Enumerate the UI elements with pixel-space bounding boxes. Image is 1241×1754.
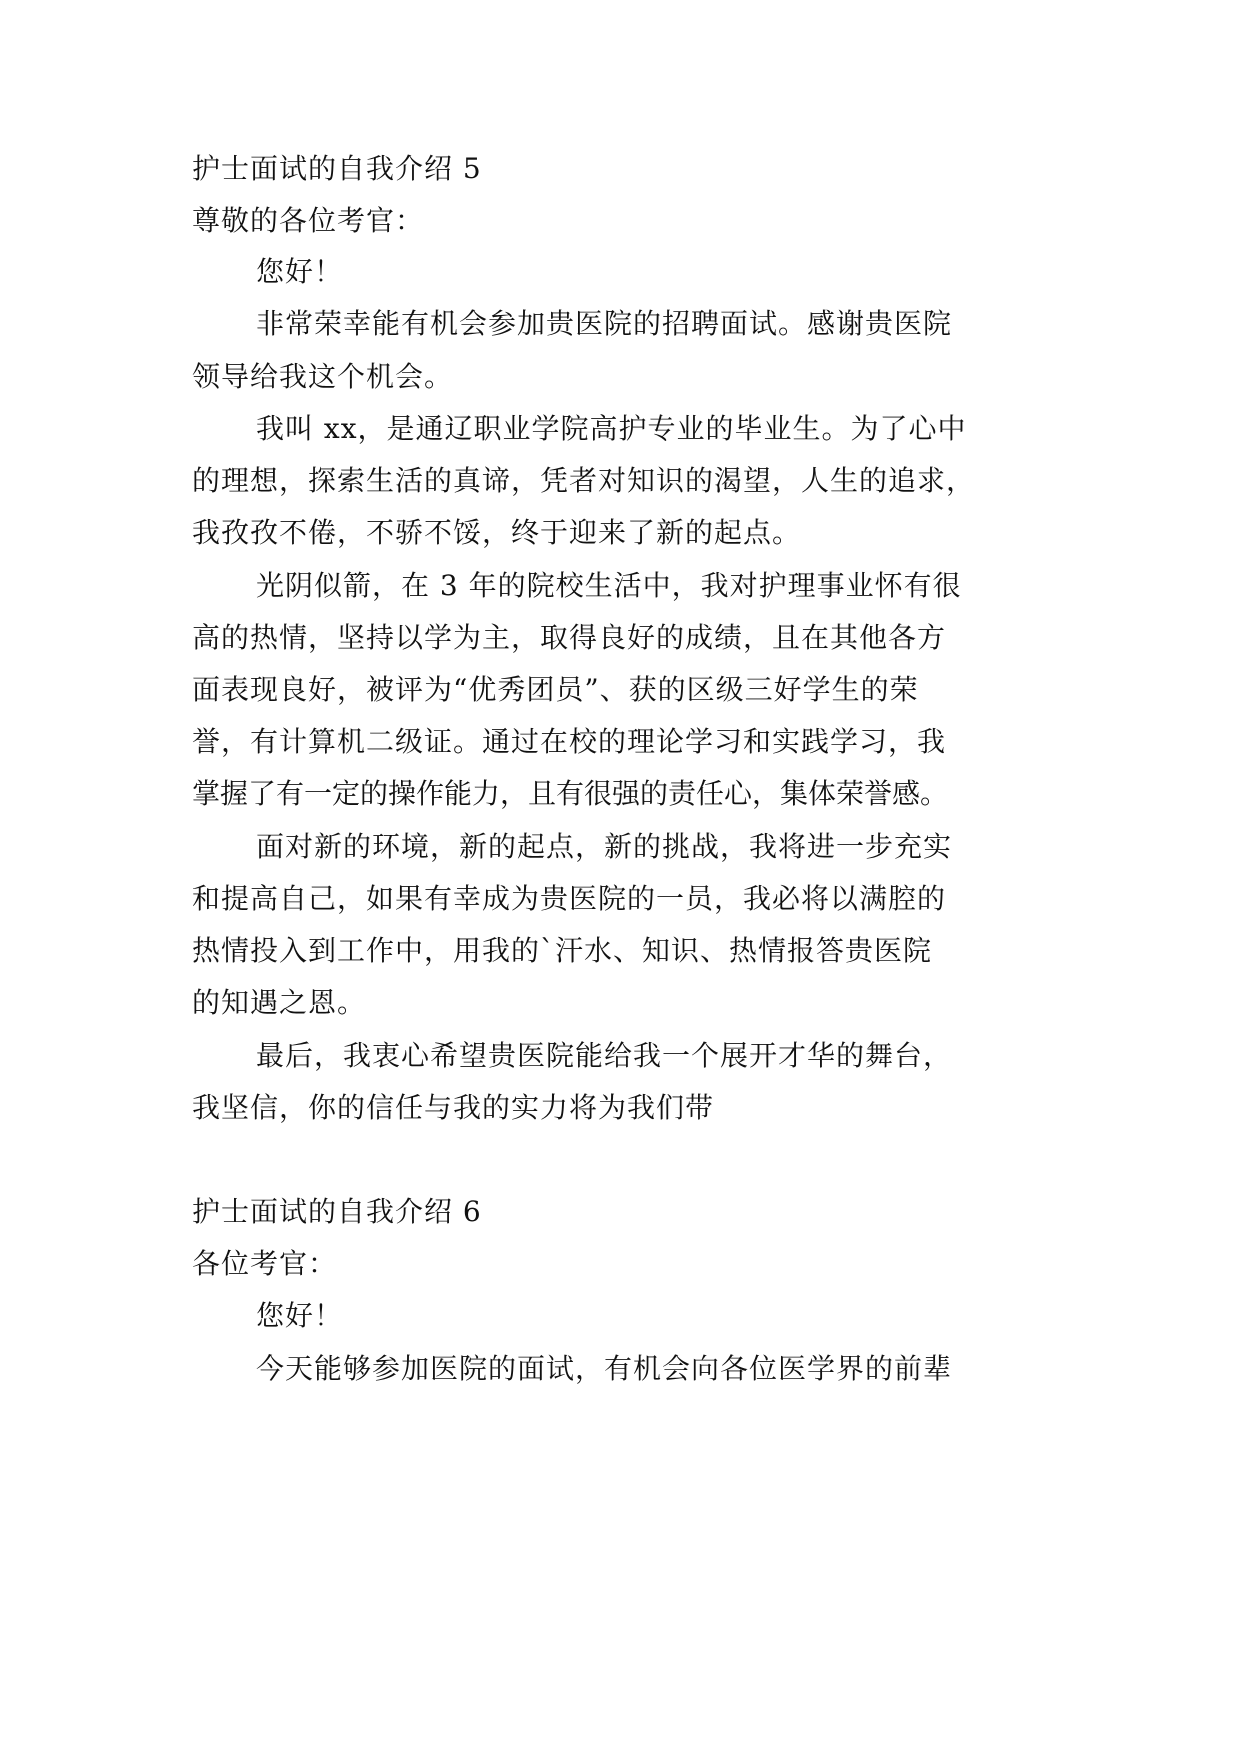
paragraph-line: 领导给我这个机会。 (192, 360, 454, 393)
paragraph-line: 热情投入到工作中，用我的`汗水、知识、热情报答贵医院 (192, 934, 933, 967)
paragraph-line: 的知遇之恩。 (192, 986, 367, 1019)
paragraph-line: 高的热情，坚持以学为主，取得良好的成绩，且在其他各方 (192, 621, 947, 654)
section-5-greeting: 您好！ (256, 255, 344, 288)
paragraph-line: 我叫 xx，是通辽职业学院高护专业的毕业生。为了心中 (256, 412, 967, 445)
paragraph-line: 非常荣幸能有机会参加贵医院的招聘面试。感谢贵医院 (256, 307, 953, 340)
paragraph-line: 和提高自己，如果有幸成为贵医院的一员，我必将以满腔的 (192, 882, 947, 915)
section-6-greeting: 您好！ (256, 1299, 344, 1332)
paragraph-line: 光阴似箭，在 3 年的院校生活中，我对护理事业怀有很 (256, 569, 962, 602)
paragraph-line: 我坚信，你的信任与我的实力将为我们带 (192, 1091, 715, 1124)
section-6-title: 护士面试的自我介绍 6 (192, 1195, 482, 1228)
paragraph-line: 最后，我衷心希望贵医院能给我一个展开才华的舞台， (256, 1039, 953, 1072)
paragraph-line: 誉，有计算机二级证。通过在校的理论学习和实践学习，我 (192, 725, 947, 758)
section-5-title: 护士面试的自我介绍 5 (192, 152, 482, 185)
paragraph-line: 今天能够参加医院的面试，有机会向各位医学界的前辈 (256, 1352, 953, 1385)
paragraph-line: 掌握了有一定的操作能力，且有很强的责任心，集体荣誉感。 (192, 777, 949, 810)
paragraph-line: 面对新的环境，新的起点，新的挑战，我将进一步充实 (256, 830, 953, 863)
section-6-salutation: 各位考官： (192, 1247, 338, 1280)
paragraph-line: 面表现良好，被评为“优秀团员”、获的区级三好学生的荣 (192, 673, 919, 706)
paragraph-line: 我孜孜不倦，不骄不馁，终于迎来了新的起点。 (192, 516, 802, 549)
paragraph-line: 的理想，探索生活的真谛，凭者对知识的渴望，人生的追求， (192, 464, 976, 497)
section-5-salutation: 尊敬的各位考官： (192, 204, 425, 237)
